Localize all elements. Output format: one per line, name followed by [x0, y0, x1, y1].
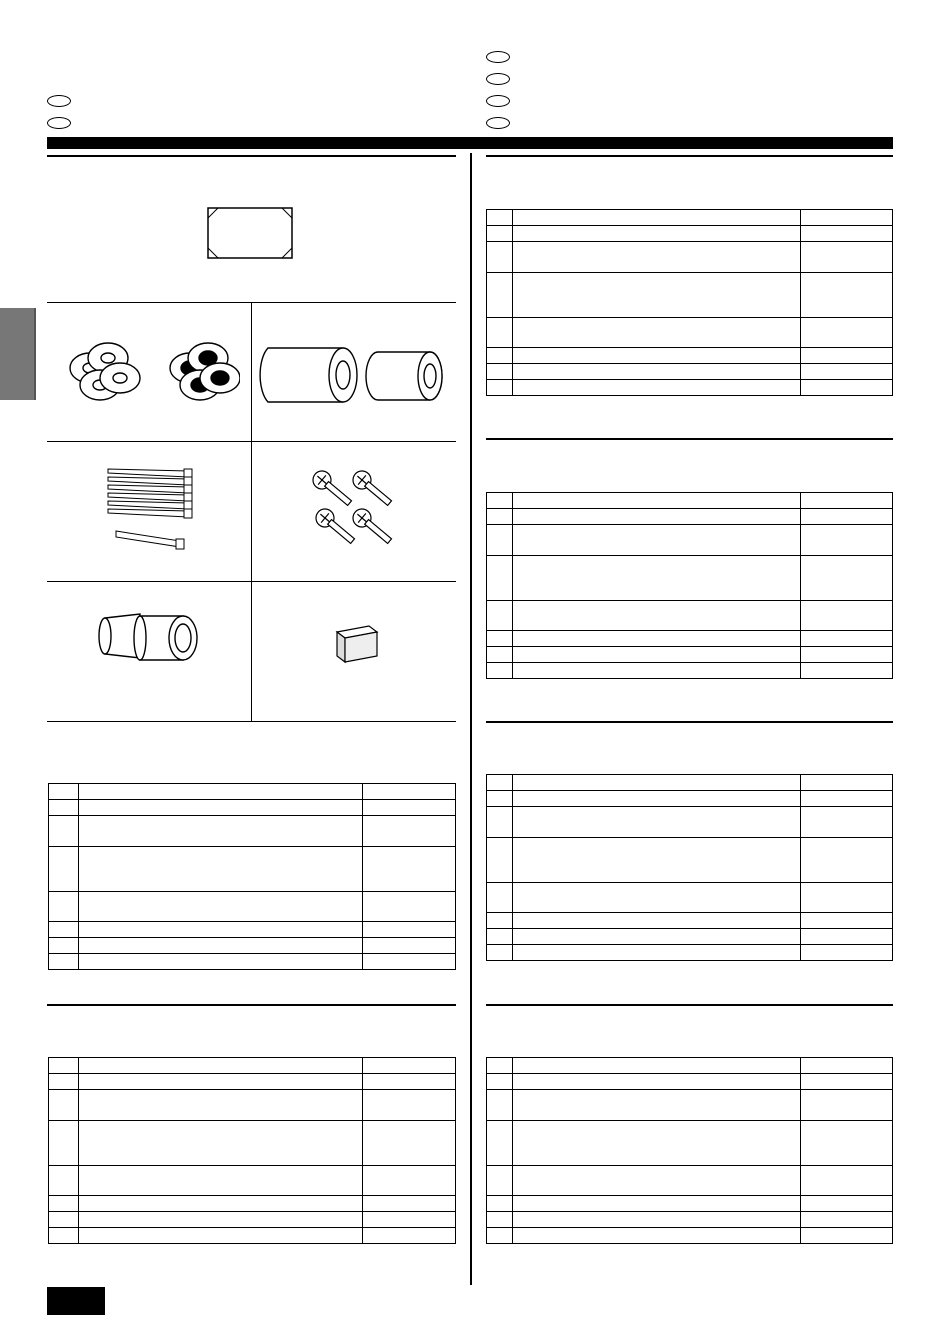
table-cell [801, 364, 893, 380]
language-oval [47, 95, 71, 107]
table-cell [487, 883, 513, 913]
insulation-tubes-icon [258, 330, 453, 410]
table-cell [801, 631, 893, 647]
table-cell [49, 816, 79, 847]
table-cell [363, 938, 456, 954]
table-cell [487, 273, 513, 318]
table-cell [79, 954, 363, 970]
language-oval [486, 51, 510, 63]
table-cell [487, 1090, 513, 1121]
table-cell [513, 273, 801, 318]
table-cell [487, 380, 513, 396]
table-cell [363, 1090, 456, 1121]
table-cell [49, 954, 79, 970]
table-cell [513, 663, 801, 679]
table-cell [801, 913, 893, 929]
table-cell [801, 210, 893, 226]
section-rule [47, 155, 456, 157]
table-cell [363, 784, 456, 800]
section-rule [486, 155, 893, 157]
language-oval [486, 95, 510, 107]
table-cell [801, 929, 893, 945]
table-cell [79, 847, 363, 892]
table-cell [49, 1228, 79, 1244]
table-cell [487, 929, 513, 945]
table-cell [513, 348, 801, 364]
section-rule [486, 1004, 893, 1006]
grid-line [251, 302, 252, 721]
table-cell [513, 509, 801, 525]
table-cell [801, 380, 893, 396]
filter-pad-icon [333, 622, 383, 667]
table-cell [487, 242, 513, 273]
table-cell [487, 647, 513, 663]
table-cell [79, 1058, 363, 1074]
table-cell [513, 226, 801, 242]
table-cell [513, 807, 801, 838]
table-cell [79, 1121, 363, 1166]
table-cell [801, 509, 893, 525]
table-cell [363, 1121, 456, 1166]
language-oval [486, 73, 510, 85]
table-cell [363, 1228, 456, 1244]
table-cell [801, 791, 893, 807]
table-cell [487, 525, 513, 556]
table-cell [487, 1074, 513, 1090]
table-cell [487, 1166, 513, 1196]
table-cell [487, 493, 513, 509]
page-number-box [47, 1287, 105, 1315]
table-cell [79, 938, 363, 954]
table-cell [79, 892, 363, 922]
table-cell [513, 913, 801, 929]
table-cell [49, 784, 79, 800]
table-cell [801, 226, 893, 242]
table-cell [513, 945, 801, 961]
section-rule [486, 438, 893, 440]
table-cell [79, 784, 363, 800]
table-cell [513, 883, 801, 913]
table-cell [513, 1166, 801, 1196]
table-cell [801, 1074, 893, 1090]
table-cell [363, 1196, 456, 1212]
table-cell [487, 509, 513, 525]
parts-table [486, 1057, 893, 1244]
table-cell [487, 210, 513, 226]
parts-table [48, 783, 456, 970]
table-cell [513, 647, 801, 663]
table-cell [49, 1196, 79, 1212]
table-cell [487, 601, 513, 631]
table-cell [513, 1090, 801, 1121]
table-cell [801, 242, 893, 273]
table-cell [513, 318, 801, 348]
table-cell [801, 838, 893, 883]
table-cell [487, 1058, 513, 1074]
table-cell [487, 364, 513, 380]
table-cell [801, 556, 893, 601]
table-cell [513, 1228, 801, 1244]
table-cell [49, 892, 79, 922]
table-cell [79, 1074, 363, 1090]
table-cell [801, 601, 893, 631]
table-cell [363, 1058, 456, 1074]
table-cell [513, 601, 801, 631]
table-cell [487, 913, 513, 929]
table-cell [513, 242, 801, 273]
parts-table [48, 1057, 456, 1244]
column-divider [470, 153, 472, 1285]
table-cell [487, 318, 513, 348]
table-cell [487, 775, 513, 791]
table-cell [513, 775, 801, 791]
table-cell [487, 631, 513, 647]
table-cell [513, 1121, 801, 1166]
table-cell [801, 318, 893, 348]
template-sheet-icon [206, 206, 294, 260]
parts-table [486, 774, 893, 961]
table-cell [487, 226, 513, 242]
table-cell [49, 1166, 79, 1196]
table-cell [801, 1090, 893, 1121]
table-cell [513, 791, 801, 807]
table-cell [49, 1058, 79, 1074]
table-cell [513, 1074, 801, 1090]
parts-table [486, 209, 893, 396]
table-cell [79, 816, 363, 847]
table-cell [801, 883, 893, 913]
table-cell [79, 800, 363, 816]
table-cell [79, 1166, 363, 1196]
table-cell [513, 1212, 801, 1228]
drain-socket-icon [95, 608, 210, 670]
table-cell [49, 800, 79, 816]
washers-icon [60, 330, 240, 420]
table-cell [513, 838, 801, 883]
table-cell [513, 210, 801, 226]
table-cell [801, 1121, 893, 1166]
table-cell [513, 1058, 801, 1074]
table-cell [79, 1228, 363, 1244]
table-cell [801, 1166, 893, 1196]
table-cell [363, 954, 456, 970]
table-cell [49, 922, 79, 938]
table-cell [801, 663, 893, 679]
table-cell [801, 1196, 893, 1212]
table-cell [79, 1212, 363, 1228]
table-cell [79, 922, 363, 938]
table-cell [513, 493, 801, 509]
table-cell [363, 847, 456, 892]
table-cell [513, 556, 801, 601]
table-cell [801, 1228, 893, 1244]
language-oval [486, 117, 510, 129]
table-cell [801, 525, 893, 556]
table-cell [49, 1090, 79, 1121]
table-cell [363, 1212, 456, 1228]
table-cell [487, 556, 513, 601]
table-cell [487, 791, 513, 807]
table-cell [801, 348, 893, 364]
section-rule [486, 721, 893, 723]
screws-icon [310, 468, 400, 558]
table-cell [801, 775, 893, 791]
table-cell [79, 1090, 363, 1121]
table-cell [49, 938, 79, 954]
table-cell [801, 647, 893, 663]
table-cell [363, 800, 456, 816]
table-cell [801, 493, 893, 509]
grid-line [47, 721, 456, 722]
table-cell [801, 1058, 893, 1074]
table-cell [513, 1196, 801, 1212]
table-cell [487, 348, 513, 364]
table-cell [49, 1212, 79, 1228]
table-cell [513, 929, 801, 945]
header-bar [47, 137, 893, 149]
table-cell [487, 945, 513, 961]
table-cell [487, 807, 513, 838]
table-cell [513, 631, 801, 647]
cable-ties-icon [100, 465, 200, 560]
table-cell [363, 1074, 456, 1090]
table-cell [487, 1196, 513, 1212]
table-cell [49, 847, 79, 892]
parts-table [486, 492, 893, 679]
table-cell [49, 1121, 79, 1166]
table-cell [801, 807, 893, 838]
table-cell [79, 1196, 363, 1212]
table-cell [363, 1166, 456, 1196]
table-cell [487, 1212, 513, 1228]
table-cell [513, 380, 801, 396]
section-rule [47, 1004, 456, 1006]
table-cell [487, 1228, 513, 1244]
table-cell [801, 1212, 893, 1228]
language-oval [47, 117, 71, 129]
table-cell [801, 273, 893, 318]
table-cell [49, 1074, 79, 1090]
table-cell [363, 892, 456, 922]
table-cell [487, 838, 513, 883]
table-cell [801, 945, 893, 961]
table-cell [513, 364, 801, 380]
table-cell [363, 816, 456, 847]
table-cell [513, 525, 801, 556]
table-cell [487, 1121, 513, 1166]
table-cell [487, 663, 513, 679]
side-tab [0, 308, 36, 400]
table-cell [363, 922, 456, 938]
